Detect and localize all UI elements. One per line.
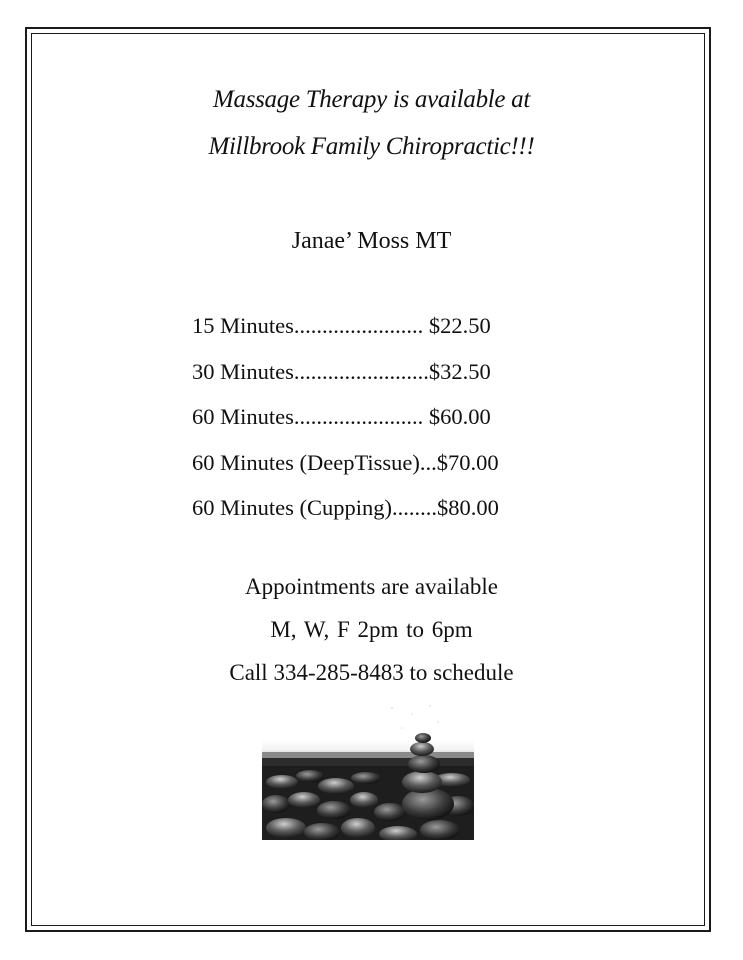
price-value: $80.00 bbox=[437, 495, 499, 520]
headline-line-1: Massage Therapy is available at bbox=[212, 86, 531, 113]
price-item: 15 Minutes bbox=[192, 313, 294, 338]
price-item: 60 Minutes (Cupping) bbox=[192, 495, 392, 520]
appointments-line: Appointments are available bbox=[245, 574, 498, 599]
price-row bbox=[192, 404, 548, 450]
leader-dots: ........ bbox=[392, 495, 437, 520]
therapist-name: Janae’ Moss MT bbox=[291, 228, 452, 254]
price-value: $70.00 bbox=[436, 449, 499, 475]
price-value: $22.50 bbox=[428, 313, 491, 338]
price-item: 30 Minutes bbox=[192, 358, 294, 384]
leader-dots: ... bbox=[419, 449, 437, 475]
price-row bbox=[192, 450, 548, 496]
price-item: 60 Minutes bbox=[192, 404, 294, 429]
appointment-days-hours: M, W, F 2pm to 6pm bbox=[270, 617, 473, 642]
price-row bbox=[192, 359, 548, 405]
price-item: 60 Minutes (DeepTissue) bbox=[192, 449, 420, 475]
leader-dots: ....................... bbox=[293, 404, 429, 429]
headline-line-2: Millbrook Family Chiropractic!!! bbox=[208, 133, 535, 160]
price-value: $32.50 bbox=[428, 358, 491, 384]
leader-dots: ....................... bbox=[293, 313, 429, 338]
call-to-schedule: Call 334-285-8483 to schedule bbox=[229, 660, 514, 685]
price-row bbox=[192, 313, 548, 359]
price-list bbox=[192, 313, 548, 541]
leader-dots: ........................ bbox=[293, 358, 429, 384]
stacked-stones-image bbox=[262, 700, 474, 840]
price-value: $60.00 bbox=[428, 404, 491, 429]
price-row bbox=[192, 495, 548, 541]
